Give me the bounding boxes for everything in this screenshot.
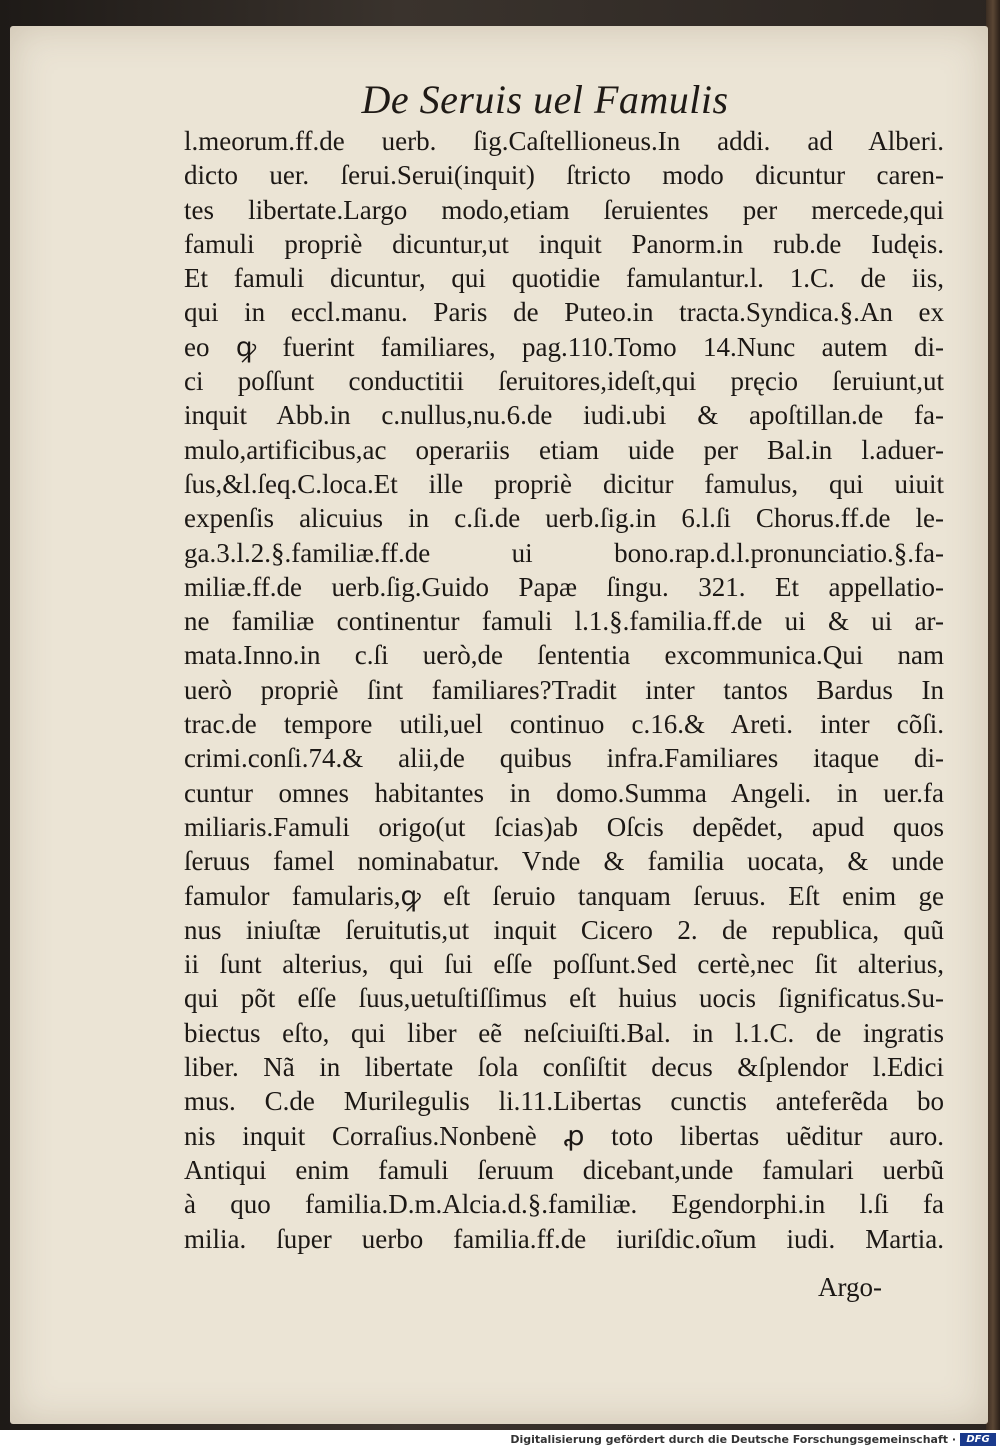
text-line: à quo familia.D.m.Alcia.d.§.familiæ. Egendorphi.in l.ſi fa: [184, 1189, 944, 1220]
text-line: nis inquit Corraſius.Nonbenè ꝓ toto libertas uẽditur auro.: [184, 1120, 944, 1151]
running-title: De Seruis uel Famulis: [361, 77, 729, 122]
text-line: ii ſunt alterius, qui ſui eſſe poſſunt.Sed certè,nec ſit alterius,: [184, 949, 944, 980]
text-line: ne familiæ continentur famuli l.1.§.familia.ff.de ui & ui ar-: [184, 606, 944, 637]
text-line: ſeruus famel nominabatur. Vnde & familia uocata, & unde: [184, 846, 944, 877]
text-line: mus. C.de Murilegulis li.11.Libertas cunctis anteferẽda bo: [184, 1086, 944, 1117]
text-line: mulo,artificibus,ac operariis etiam uide per Bal.in l.aduer-: [184, 434, 944, 465]
text-line: Antiqui enim famuli ſeruum dicebant,unde famulari uerbũ: [184, 1154, 944, 1185]
text-line: crimi.conſi.74.& alii,de quibus infra.Familiares itaque di-: [184, 743, 944, 774]
text-line: famuli propriè dicuntur,ut inquit Panorm.in rub.de Iudęis.: [184, 228, 944, 259]
text-line: famulor famularis,ꝙ eſt ſeruio tanquam ſeruus. Eſt enim ge: [184, 880, 944, 911]
text-line: cuntur omnes habitantes in domo.Summa Angeli. in uer.fa: [184, 777, 944, 808]
body-text: [184, 124, 944, 1256]
text-line: dicto uer. ſerui.Serui(inquit) ſtricto modo dicuntur caren-: [184, 160, 944, 191]
footer-bar: [0, 1430, 1000, 1450]
text-line: uerò propriè ſint familiares?Tradit inter tantos Bardus In: [184, 674, 944, 705]
text-line: liber. Nã in libertate ſola conſiſtit decus &ſplendor l.Edici: [184, 1052, 944, 1083]
text-line: mata.Inno.in c.ſi uerò,de ſententia excommunica.Qui nam: [184, 640, 944, 671]
text-line: eo ꝙ fuerint familiares, pag.110.Tomo 14.Nunc autem di-: [184, 331, 944, 362]
book-edge: [986, 0, 1000, 1430]
dfg-logo-icon: DFG: [960, 1433, 996, 1446]
text-line: biectus eſto, qui liber eẽ neſciuiſti.Bal. in l.1.C. de ingratis: [184, 1017, 944, 1048]
text-line: expenſis alicuius in c.ſi.de uerb.ſig.in 6.l.ſi Chorus.ff.de le-: [184, 503, 944, 534]
catchword: Argo-: [818, 1272, 882, 1302]
text-line: ga.3.l.2.§.familiæ.ff.de ui bono.rap.d.l.pronunciatio.§.fa-: [184, 537, 944, 568]
text-line: nus iniuſtæ ſeruitutis,ut inquit Cicero 2. de republica, quũ: [184, 914, 944, 945]
text-line: trac.de tempore utili,uel continuo c.16.& Areti. inter cõſi.: [184, 709, 944, 740]
text-line: ci poſſunt conductitii ſeruitores,ideſt,qui pręcio ſeruiunt,ut: [184, 366, 944, 397]
text-line: miliæ.ff.de uerb.ſig.Guido Papæ ſingu. 321. Et appellatio-: [184, 571, 944, 602]
text-line: qui põt eſſe ſuus,uetuſtiſſimus eſt huius uocis ſignificatus.Su-: [184, 983, 944, 1014]
text-line: ſus,&l.ſeq.C.loca.Et ille propriè dicitur famulus, qui uiuit: [184, 468, 944, 499]
text-line: miliaris.Famuli origo(ut ſcias)ab Oſcis depẽdet, apud quos: [184, 811, 944, 842]
text-line: tes libertate.Largo modo,etiam ſeruientes per mercede,qui: [184, 194, 944, 225]
text-line: inquit Abb.in c.nullus,nu.6.de iudi.ubi & apoſtillan.de fa-: [184, 400, 944, 431]
text-line: qui in eccl.manu. Paris de Puteo.in tracta.Syndica.§.An ex: [184, 297, 944, 328]
footer-credit: Digitalisierung gefördert durch die Deutsche Forschungsgemeinschaft ·: [510, 1433, 956, 1446]
text-line: Et famuli dicuntur, qui quotidie famulantur.l. 1.C. de iis,: [184, 263, 944, 294]
text-line: milia. ſuper uerbo familia.ff.de iuriſdic.oĩum iudi. Martia.: [184, 1223, 944, 1254]
text-line: l.meorum.ff.de uerb. ſig.Caſtellioneus.In addi. ad Alberi.: [184, 126, 944, 156]
